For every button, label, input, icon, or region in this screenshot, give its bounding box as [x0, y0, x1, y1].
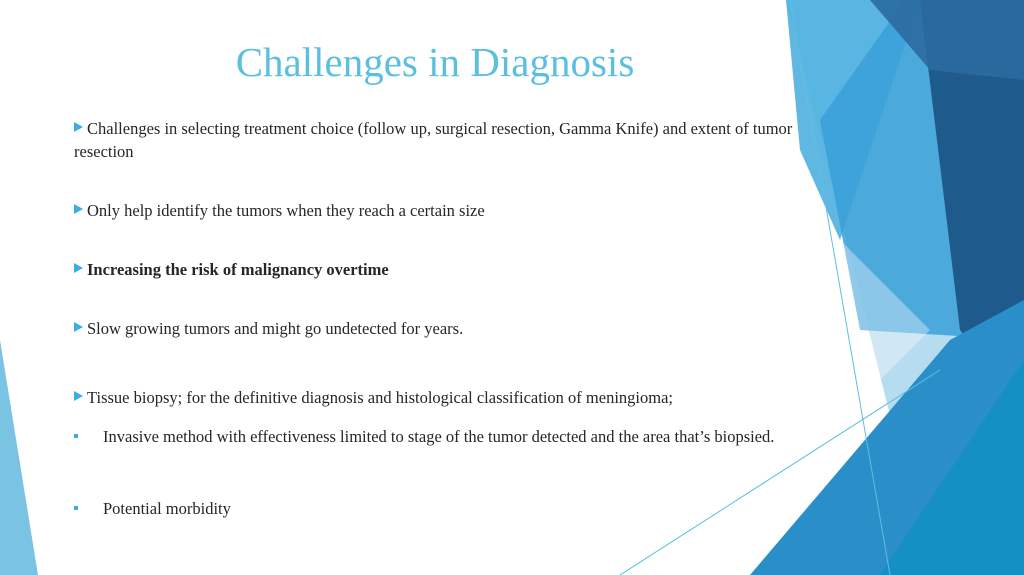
arrow-bullet-icon [74, 263, 83, 273]
bullet-item [74, 386, 824, 409]
arrow-bullet-icon [74, 204, 83, 214]
bullet-item [74, 317, 824, 340]
slide-title: Challenges in Diagnosis [235, 39, 635, 85]
bullet-item [74, 199, 824, 222]
arrow-bullet-icon [74, 391, 83, 401]
bullet-text: Only help identify the tumors when they reach a certain size [87, 201, 485, 220]
bullet-text: Increasing the risk of malignancy overtime [87, 260, 389, 279]
bullet-item [74, 117, 824, 163]
sub-bullet-text: Invasive method with effectiveness limited to stage of the tumor detected and the area that’s biopsied. [103, 427, 775, 446]
bullet-text: Slow growing tumors and might go undetected for years. [87, 319, 464, 338]
sub-bullet-text: Potential morbidity [103, 499, 231, 518]
bullet-item [74, 258, 824, 281]
arrow-bullet-icon [74, 322, 83, 332]
bullet-text: Tissue biopsy; for the definitive diagnosis and histological classification of meningioma; [87, 388, 673, 407]
square-bullet-icon [74, 506, 78, 510]
sub-bullet-item [74, 493, 822, 525]
bullet-text: Challenges in selecting treatment choice (follow up, surgical resection, Gamma Knife) and extent of tumor resection [74, 119, 793, 161]
sub-bullet-item [74, 421, 822, 453]
left-edge-shape [0, 340, 38, 575]
square-bullet-icon [74, 434, 78, 438]
arrow-bullet-icon [74, 122, 83, 132]
